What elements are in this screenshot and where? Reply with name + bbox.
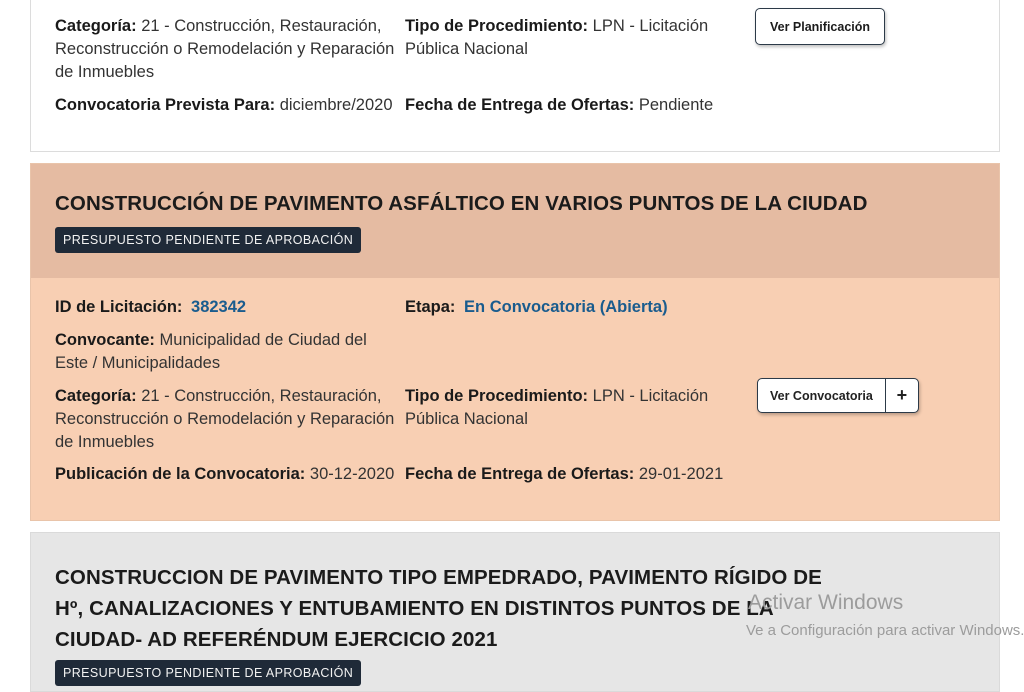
windows-watermark-title: Activar Windows [748, 591, 904, 614]
publicacion-label: Publicación de la Convocatoria: [55, 465, 306, 483]
tender-title[interactable]: CONSTRUCCIÓN DE PAVIMENTO ASFÁLTICO EN VARIOS PUNTOS DE LA CIUDAD [55, 192, 868, 215]
convocatoria-label: Convocatoria Prevista Para: [55, 96, 276, 114]
id-value-link[interactable]: 382342 [191, 298, 247, 316]
categoria-label: Categoría: [55, 387, 137, 405]
fecha-value: 29-01-2021 [638, 465, 724, 483]
publicacion-field [55, 463, 394, 486]
convocante-label: Convocante: [55, 331, 155, 349]
fecha-label: Fecha de Entrega de Ofertas: [405, 96, 635, 114]
id-label: ID de Licitación: [55, 298, 183, 316]
tipo-procedimiento-field [405, 385, 725, 431]
ver-convocatoria-button[interactable]: Ver Convocatoria [758, 379, 886, 412]
convocatoria-value: diciembre/2020 [279, 96, 393, 114]
tender-title[interactable]: CONSTRUCCION DE PAVIMENTO TIPO EMPEDRADO, PAVIMENTO RÍGIDO DE Hº, CANALIZACIONES Y ENTUBAMIENTO EN DISTINTOS PUNTOS DE LA CIUDAD- AD REFERÉNDUM EJERCICIO 2021 [55, 566, 822, 651]
fecha-value: Pendiente [638, 96, 714, 114]
plus-icon[interactable]: + [896, 385, 908, 405]
categoria-value: 21 - Construcción, Restauración, Reconstrucción o Remodelación y Reparación de Inmuebles [55, 387, 395, 451]
status-badge: PRESUPUESTO PENDIENTE DE APROBACIÓN [55, 660, 361, 686]
etapa-label: Etapa: [405, 298, 456, 316]
windows-watermark-subtitle: Ve a Configuración para activar Windows. [746, 622, 1024, 639]
etapa-field [405, 296, 668, 319]
fecha-entrega-field [405, 463, 723, 486]
tipo-label: Tipo de Procedimiento: [405, 387, 589, 405]
tipo-value: LPN - Licitación Pública Nacional [405, 387, 709, 428]
categoria-field [55, 385, 395, 454]
tipo-value: LPN - Licitación Pública Nacional [405, 17, 709, 58]
convocatoria-button-group [757, 378, 919, 413]
ver-planificacion-button[interactable]: Ver Planificación [755, 8, 885, 45]
tipo-procedimiento-field [405, 15, 725, 61]
tender-card-planning [30, 0, 1000, 152]
convocatoria-prevista-field [55, 94, 393, 117]
id-licitacion-field [55, 296, 246, 319]
card-header [31, 164, 999, 278]
tipo-label: Tipo de Procedimiento: [405, 17, 589, 35]
etapa-value-link[interactable]: En Convocatoria (Abierta) [464, 298, 668, 316]
convocante-field [55, 329, 385, 375]
convocante-value: Municipalidad de Ciudad del Este / Municipalidades [55, 331, 367, 372]
fecha-entrega-field [405, 94, 713, 117]
categoria-value: 21 - Construcción, Restauración, Reconstrucción o Remodelación y Reparación de Inmuebles [55, 17, 395, 81]
categoria-field [55, 15, 395, 84]
fecha-label: Fecha de Entrega de Ofertas: [405, 465, 635, 483]
publicacion-value: 30-12-2020 [309, 465, 395, 483]
tender-card-convocatoria [30, 163, 1000, 521]
status-badge: PRESUPUESTO PENDIENTE DE APROBACIÓN [55, 227, 361, 253]
categoria-label: Categoría: [55, 17, 137, 35]
